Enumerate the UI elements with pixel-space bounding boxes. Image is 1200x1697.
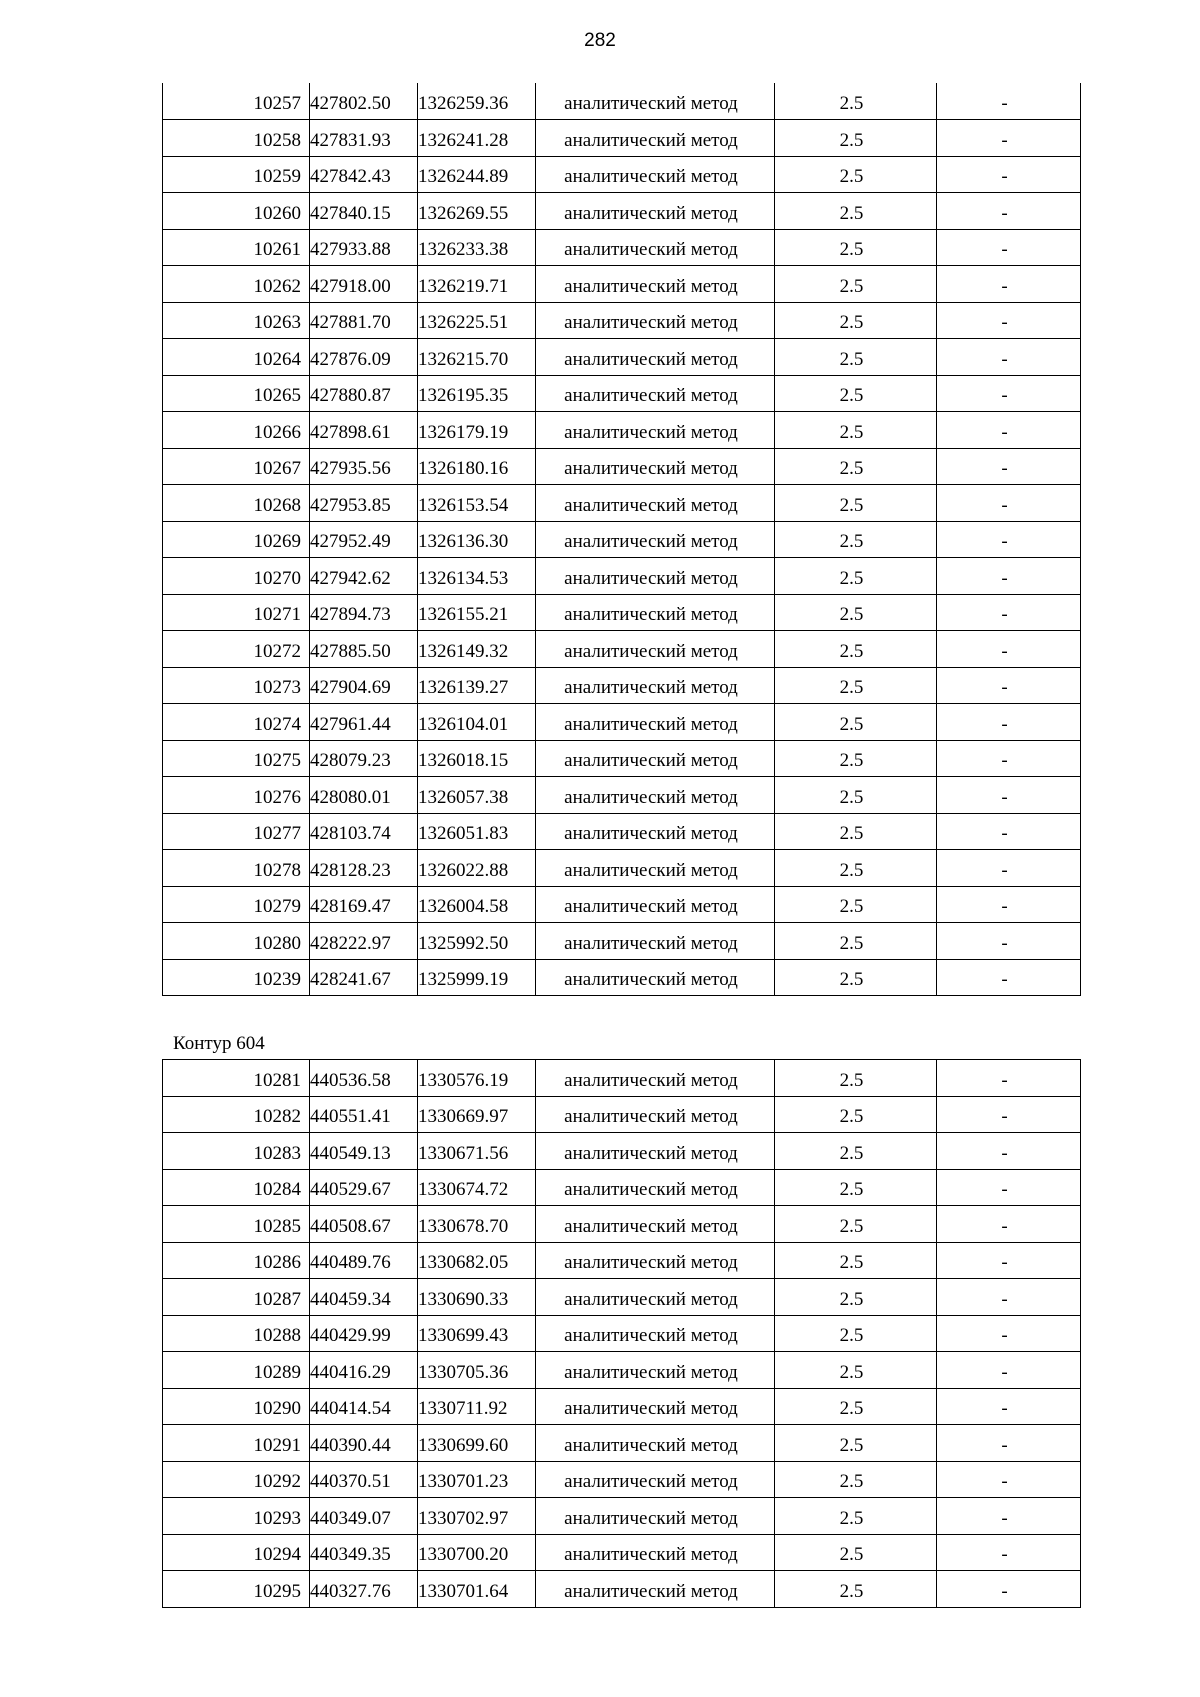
x-coordinate-cell: 427831.93 (310, 120, 418, 157)
coordinates-table-1 (162, 83, 1081, 996)
y-coordinate-cell: 1330576.19 (418, 1060, 536, 1097)
y-coordinate-cell: 1330702.97 (418, 1498, 536, 1535)
method-cell: аналитический метод (536, 193, 775, 230)
table-row (163, 83, 1081, 120)
table-row (163, 1206, 1081, 1243)
y-coordinate-cell: 1326269.55 (418, 193, 536, 230)
table-row (163, 229, 1081, 266)
note-cell: - (937, 1169, 1081, 1206)
y-coordinate-cell: 1326139.27 (418, 667, 536, 704)
method-cell: аналитический метод (536, 813, 775, 850)
method-cell: аналитический метод (536, 375, 775, 412)
x-coordinate-cell: 427894.73 (310, 594, 418, 631)
note-cell: - (937, 850, 1081, 887)
x-coordinate-cell: 428241.67 (310, 959, 418, 996)
x-coordinate-cell: 440414.54 (310, 1388, 418, 1425)
y-coordinate-cell: 1326104.01 (418, 704, 536, 741)
accuracy-cell: 2.5 (775, 850, 937, 887)
note-cell: - (937, 704, 1081, 741)
table-row (163, 558, 1081, 595)
method-cell: аналитический метод (536, 959, 775, 996)
note-cell: - (937, 813, 1081, 850)
accuracy-cell: 2.5 (775, 594, 937, 631)
accuracy-cell: 2.5 (775, 1461, 937, 1498)
method-cell: аналитический метод (536, 777, 775, 814)
y-coordinate-cell: 1326022.88 (418, 850, 536, 887)
table-row (163, 448, 1081, 485)
accuracy-cell: 2.5 (775, 229, 937, 266)
x-coordinate-cell: 427881.70 (310, 302, 418, 339)
table-row (163, 1315, 1081, 1352)
table-row (163, 667, 1081, 704)
x-coordinate-cell: 440349.07 (310, 1498, 418, 1535)
method-cell: аналитический метод (536, 704, 775, 741)
table-row (163, 120, 1081, 157)
point-number-cell: 10269 (163, 521, 310, 558)
method-cell: аналитический метод (536, 1133, 775, 1170)
note-cell: - (937, 631, 1081, 668)
point-number-cell: 10293 (163, 1498, 310, 1535)
point-number-cell: 10276 (163, 777, 310, 814)
coordinates-table-2 (162, 1059, 1081, 1608)
point-number-cell: 10258 (163, 120, 310, 157)
point-number-cell: 10294 (163, 1534, 310, 1571)
accuracy-cell: 2.5 (775, 1206, 937, 1243)
point-number-cell: 10287 (163, 1279, 310, 1316)
note-cell: - (937, 1133, 1081, 1170)
accuracy-cell: 2.5 (775, 339, 937, 376)
x-coordinate-cell: 440529.67 (310, 1169, 418, 1206)
note-cell: - (937, 777, 1081, 814)
x-coordinate-cell: 428128.23 (310, 850, 418, 887)
x-coordinate-cell: 440327.76 (310, 1571, 418, 1608)
x-coordinate-cell: 428169.47 (310, 886, 418, 923)
method-cell: аналитический метод (536, 850, 775, 887)
accuracy-cell: 2.5 (775, 83, 937, 120)
y-coordinate-cell: 1326180.16 (418, 448, 536, 485)
table-row (163, 1169, 1081, 1206)
note-cell: - (937, 375, 1081, 412)
y-coordinate-cell: 1326155.21 (418, 594, 536, 631)
accuracy-cell: 2.5 (775, 1096, 937, 1133)
note-cell: - (937, 1571, 1081, 1608)
x-coordinate-cell: 440551.41 (310, 1096, 418, 1133)
contour-label: Контур 604 (173, 1033, 265, 1054)
y-coordinate-cell: 1326134.53 (418, 558, 536, 595)
method-cell: аналитический метод (536, 631, 775, 668)
accuracy-cell: 2.5 (775, 1534, 937, 1571)
table-row (163, 339, 1081, 376)
y-coordinate-cell: 1326018.15 (418, 740, 536, 777)
note-cell: - (937, 1206, 1081, 1243)
method-cell: аналитический метод (536, 1498, 775, 1535)
note-cell: - (937, 1498, 1081, 1535)
note-cell: - (937, 923, 1081, 960)
table-row (163, 1133, 1081, 1170)
table-row (163, 375, 1081, 412)
table-row (163, 266, 1081, 303)
table-row (163, 850, 1081, 887)
accuracy-cell: 2.5 (775, 1498, 937, 1535)
y-coordinate-cell: 1326244.89 (418, 156, 536, 193)
accuracy-cell: 2.5 (775, 302, 937, 339)
method-cell: аналитический метод (536, 1425, 775, 1462)
x-coordinate-cell: 427935.56 (310, 448, 418, 485)
point-number-cell: 10239 (163, 959, 310, 996)
table-row (163, 631, 1081, 668)
accuracy-cell: 2.5 (775, 1242, 937, 1279)
table-row (163, 412, 1081, 449)
point-number-cell: 10260 (163, 193, 310, 230)
point-number-cell: 10264 (163, 339, 310, 376)
accuracy-cell: 2.5 (775, 1060, 937, 1097)
method-cell: аналитический метод (536, 229, 775, 266)
y-coordinate-cell: 1330701.64 (418, 1571, 536, 1608)
method-cell: аналитический метод (536, 1206, 775, 1243)
y-coordinate-cell: 1325999.19 (418, 959, 536, 996)
note-cell: - (937, 558, 1081, 595)
table-row (163, 1388, 1081, 1425)
point-number-cell: 10261 (163, 229, 310, 266)
accuracy-cell: 2.5 (775, 886, 937, 923)
table-row (163, 1096, 1081, 1133)
note-cell: - (937, 1425, 1081, 1462)
method-cell: аналитический метод (536, 521, 775, 558)
y-coordinate-cell: 1326057.38 (418, 777, 536, 814)
method-cell: аналитический метод (536, 740, 775, 777)
y-coordinate-cell: 1330671.56 (418, 1133, 536, 1170)
method-cell: аналитический метод (536, 886, 775, 923)
note-cell: - (937, 193, 1081, 230)
x-coordinate-cell: 440429.99 (310, 1315, 418, 1352)
x-coordinate-cell: 440536.58 (310, 1060, 418, 1097)
point-number-cell: 10279 (163, 886, 310, 923)
table-row (163, 1571, 1081, 1608)
accuracy-cell: 2.5 (775, 813, 937, 850)
accuracy-cell: 2.5 (775, 1388, 937, 1425)
note-cell: - (937, 1279, 1081, 1316)
method-cell: аналитический метод (536, 1096, 775, 1133)
x-coordinate-cell: 440390.44 (310, 1425, 418, 1462)
note-cell: - (937, 266, 1081, 303)
note-cell: - (937, 485, 1081, 522)
y-coordinate-cell: 1326149.32 (418, 631, 536, 668)
y-coordinate-cell: 1326004.58 (418, 886, 536, 923)
table-row (163, 740, 1081, 777)
accuracy-cell: 2.5 (775, 923, 937, 960)
point-number-cell: 10266 (163, 412, 310, 449)
note-cell: - (937, 521, 1081, 558)
table-row (163, 594, 1081, 631)
point-number-cell: 10277 (163, 813, 310, 850)
accuracy-cell: 2.5 (775, 740, 937, 777)
accuracy-cell: 2.5 (775, 704, 937, 741)
method-cell: аналитический метод (536, 558, 775, 595)
method-cell: аналитический метод (536, 83, 775, 120)
y-coordinate-cell: 1326136.30 (418, 521, 536, 558)
x-coordinate-cell: 440549.13 (310, 1133, 418, 1170)
page-number: 282 (584, 30, 616, 51)
accuracy-cell: 2.5 (775, 959, 937, 996)
y-coordinate-cell: 1326153.54 (418, 485, 536, 522)
table-row (163, 156, 1081, 193)
table-row (163, 1425, 1081, 1462)
accuracy-cell: 2.5 (775, 1352, 937, 1389)
method-cell: аналитический метод (536, 302, 775, 339)
note-cell: - (937, 1534, 1081, 1571)
method-cell: аналитический метод (536, 1060, 775, 1097)
table-row (163, 886, 1081, 923)
note-cell: - (937, 1060, 1081, 1097)
table-row (163, 704, 1081, 741)
x-coordinate-cell: 427918.00 (310, 266, 418, 303)
accuracy-cell: 2.5 (775, 667, 937, 704)
accuracy-cell: 2.5 (775, 1571, 937, 1608)
y-coordinate-cell: 1326241.28 (418, 120, 536, 157)
x-coordinate-cell: 428222.97 (310, 923, 418, 960)
x-coordinate-cell: 427933.88 (310, 229, 418, 266)
y-coordinate-cell: 1330674.72 (418, 1169, 536, 1206)
method-cell: аналитический метод (536, 1388, 775, 1425)
note-cell: - (937, 1096, 1081, 1133)
x-coordinate-cell: 427953.85 (310, 485, 418, 522)
y-coordinate-cell: 1330705.36 (418, 1352, 536, 1389)
y-coordinate-cell: 1326195.35 (418, 375, 536, 412)
point-number-cell: 10273 (163, 667, 310, 704)
x-coordinate-cell: 427876.09 (310, 339, 418, 376)
point-number-cell: 10292 (163, 1461, 310, 1498)
table-row (163, 959, 1081, 996)
point-number-cell: 10271 (163, 594, 310, 631)
note-cell: - (937, 83, 1081, 120)
x-coordinate-cell: 427942.62 (310, 558, 418, 595)
accuracy-cell: 2.5 (775, 777, 937, 814)
table-row (163, 1498, 1081, 1535)
table-row (163, 302, 1081, 339)
point-number-cell: 10278 (163, 850, 310, 887)
y-coordinate-cell: 1330699.60 (418, 1425, 536, 1462)
method-cell: аналитический метод (536, 448, 775, 485)
accuracy-cell: 2.5 (775, 120, 937, 157)
x-coordinate-cell: 440459.34 (310, 1279, 418, 1316)
accuracy-cell: 2.5 (775, 156, 937, 193)
method-cell: аналитический метод (536, 120, 775, 157)
point-number-cell: 10290 (163, 1388, 310, 1425)
x-coordinate-cell: 428103.74 (310, 813, 418, 850)
point-number-cell: 10270 (163, 558, 310, 595)
accuracy-cell: 2.5 (775, 448, 937, 485)
x-coordinate-cell: 428079.23 (310, 740, 418, 777)
table-row (163, 813, 1081, 850)
point-number-cell: 10289 (163, 1352, 310, 1389)
y-coordinate-cell: 1326179.19 (418, 412, 536, 449)
note-cell: - (937, 1388, 1081, 1425)
point-number-cell: 10267 (163, 448, 310, 485)
y-coordinate-cell: 1330678.70 (418, 1206, 536, 1243)
accuracy-cell: 2.5 (775, 558, 937, 595)
note-cell: - (937, 229, 1081, 266)
accuracy-cell: 2.5 (775, 631, 937, 668)
note-cell: - (937, 448, 1081, 485)
method-cell: аналитический метод (536, 1571, 775, 1608)
note-cell: - (937, 1315, 1081, 1352)
y-coordinate-cell: 1330669.97 (418, 1096, 536, 1133)
accuracy-cell: 2.5 (775, 1279, 937, 1316)
point-number-cell: 10283 (163, 1133, 310, 1170)
table-row (163, 193, 1081, 230)
x-coordinate-cell: 440508.67 (310, 1206, 418, 1243)
x-coordinate-cell: 427880.87 (310, 375, 418, 412)
table-row (163, 923, 1081, 960)
point-number-cell: 10274 (163, 704, 310, 741)
method-cell: аналитический метод (536, 923, 775, 960)
y-coordinate-cell: 1330701.23 (418, 1461, 536, 1498)
point-number-cell: 10295 (163, 1571, 310, 1608)
coordinates-table-1-body (163, 83, 1081, 996)
point-number-cell: 10265 (163, 375, 310, 412)
x-coordinate-cell: 427840.15 (310, 193, 418, 230)
method-cell: аналитический метод (536, 1315, 775, 1352)
x-coordinate-cell: 427885.50 (310, 631, 418, 668)
note-cell: - (937, 412, 1081, 449)
point-number-cell: 10280 (163, 923, 310, 960)
point-number-cell: 10285 (163, 1206, 310, 1243)
note-cell: - (937, 302, 1081, 339)
point-number-cell: 10257 (163, 83, 310, 120)
method-cell: аналитический метод (536, 1534, 775, 1571)
x-coordinate-cell: 440370.51 (310, 1461, 418, 1498)
point-number-cell: 10262 (163, 266, 310, 303)
accuracy-cell: 2.5 (775, 1169, 937, 1206)
point-number-cell: 10259 (163, 156, 310, 193)
x-coordinate-cell: 427842.43 (310, 156, 418, 193)
x-coordinate-cell: 428080.01 (310, 777, 418, 814)
point-number-cell: 10281 (163, 1060, 310, 1097)
note-cell: - (937, 667, 1081, 704)
point-number-cell: 10263 (163, 302, 310, 339)
coordinates-table-2-body (163, 1060, 1081, 1608)
x-coordinate-cell: 427952.49 (310, 521, 418, 558)
table-row (163, 1534, 1081, 1571)
point-number-cell: 10288 (163, 1315, 310, 1352)
note-cell: - (937, 1242, 1081, 1279)
y-coordinate-cell: 1330682.05 (418, 1242, 536, 1279)
point-number-cell: 10286 (163, 1242, 310, 1279)
method-cell: аналитический метод (536, 266, 775, 303)
y-coordinate-cell: 1330700.20 (418, 1534, 536, 1571)
method-cell: аналитический метод (536, 412, 775, 449)
accuracy-cell: 2.5 (775, 521, 937, 558)
note-cell: - (937, 1352, 1081, 1389)
y-coordinate-cell: 1326225.51 (418, 302, 536, 339)
x-coordinate-cell: 440416.29 (310, 1352, 418, 1389)
table-row (163, 485, 1081, 522)
y-coordinate-cell: 1330699.43 (418, 1315, 536, 1352)
accuracy-cell: 2.5 (775, 1133, 937, 1170)
note-cell: - (937, 156, 1081, 193)
table-row (163, 1242, 1081, 1279)
method-cell: аналитический метод (536, 156, 775, 193)
method-cell: аналитический метод (536, 667, 775, 704)
x-coordinate-cell: 427904.69 (310, 667, 418, 704)
table-row (163, 1279, 1081, 1316)
y-coordinate-cell: 1325992.50 (418, 923, 536, 960)
method-cell: аналитический метод (536, 1461, 775, 1498)
method-cell: аналитический метод (536, 485, 775, 522)
note-cell: - (937, 886, 1081, 923)
point-number-cell: 10291 (163, 1425, 310, 1462)
note-cell: - (937, 1461, 1081, 1498)
accuracy-cell: 2.5 (775, 485, 937, 522)
table-row (163, 521, 1081, 558)
method-cell: аналитический метод (536, 339, 775, 376)
method-cell: аналитический метод (536, 1169, 775, 1206)
y-coordinate-cell: 1326233.38 (418, 229, 536, 266)
note-cell: - (937, 339, 1081, 376)
note-cell: - (937, 959, 1081, 996)
accuracy-cell: 2.5 (775, 412, 937, 449)
y-coordinate-cell: 1330711.92 (418, 1388, 536, 1425)
x-coordinate-cell: 427961.44 (310, 704, 418, 741)
point-number-cell: 10275 (163, 740, 310, 777)
note-cell: - (937, 594, 1081, 631)
point-number-cell: 10268 (163, 485, 310, 522)
table-row (163, 1060, 1081, 1097)
point-number-cell: 10272 (163, 631, 310, 668)
accuracy-cell: 2.5 (775, 1315, 937, 1352)
point-number-cell: 10282 (163, 1096, 310, 1133)
y-coordinate-cell: 1326259.36 (418, 83, 536, 120)
method-cell: аналитический метод (536, 1352, 775, 1389)
x-coordinate-cell: 440489.76 (310, 1242, 418, 1279)
table-row (163, 777, 1081, 814)
y-coordinate-cell: 1326219.71 (418, 266, 536, 303)
point-number-cell: 10284 (163, 1169, 310, 1206)
method-cell: аналитический метод (536, 1242, 775, 1279)
table-row (163, 1461, 1081, 1498)
accuracy-cell: 2.5 (775, 266, 937, 303)
y-coordinate-cell: 1330690.33 (418, 1279, 536, 1316)
accuracy-cell: 2.5 (775, 375, 937, 412)
accuracy-cell: 2.5 (775, 1425, 937, 1462)
x-coordinate-cell: 440349.35 (310, 1534, 418, 1571)
note-cell: - (937, 740, 1081, 777)
accuracy-cell: 2.5 (775, 193, 937, 230)
x-coordinate-cell: 427898.61 (310, 412, 418, 449)
y-coordinate-cell: 1326215.70 (418, 339, 536, 376)
method-cell: аналитический метод (536, 594, 775, 631)
method-cell: аналитический метод (536, 1279, 775, 1316)
note-cell: - (937, 120, 1081, 157)
y-coordinate-cell: 1326051.83 (418, 813, 536, 850)
table-row (163, 1352, 1081, 1389)
x-coordinate-cell: 427802.50 (310, 83, 418, 120)
